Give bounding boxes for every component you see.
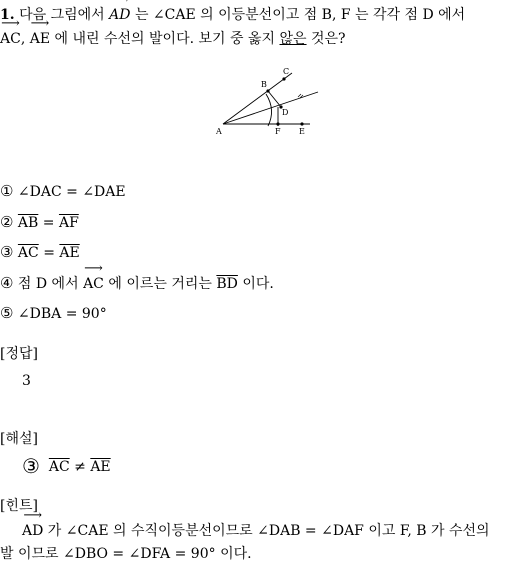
choice-number: ④ (0, 274, 14, 292)
question-text: 는 ∠CAE 의 이등분선이고 점 B, F 는 각각 점 D 에서 (134, 7, 466, 23)
choice-5 (0, 304, 107, 323)
question-text: 에 내린 수선의 발이다. 보기 중 옳지 (54, 31, 276, 47)
answer-value: 3 (22, 373, 31, 389)
ray-ac: ⟶ AC (83, 275, 104, 293)
segment-ae: $\overline{AE}$ (90, 459, 111, 475)
choice-text: ∠DBA = 90° (17, 306, 107, 322)
choice-1 (0, 182, 126, 201)
underlined-word: 않은 (279, 31, 307, 47)
not-equal: ≠ (74, 459, 86, 475)
question-text: 다음 그림에서 (19, 7, 105, 23)
ray-ad: ⟶ AD (22, 522, 43, 540)
segment-ac: $\overline{AC}$ (48, 459, 70, 475)
label-f: F (275, 127, 281, 136)
label-b: B (261, 80, 267, 89)
choice-text: 에 이르는 거리는 (108, 276, 212, 292)
choice-text: 점 D 에서 (17, 276, 79, 292)
point-c (282, 77, 285, 80)
segment-bd: $\overline{BD}$ (216, 276, 238, 292)
choice-number: ⑤ (0, 304, 14, 322)
segment-ac: $\overline{AC}$ (17, 245, 39, 261)
equals: = (43, 245, 55, 261)
hint-header: [힌트] (0, 498, 38, 514)
segment-ae: $\overline{AE}$ (59, 245, 80, 261)
ray-ad: ⟶ AD (109, 6, 130, 24)
perp-db (268, 91, 281, 107)
choice-2 (0, 213, 79, 232)
hint-text: 가 ∠CAE 의 수직이등분선이므로 ∠DAB = ∠DAF 이고 F, B 가 수선의 (47, 523, 490, 539)
segment-ab: $\overline{AB}$ (17, 215, 39, 231)
explanation-number: ③ (22, 454, 40, 478)
explanation-body (22, 456, 111, 476)
choice-number: ② (0, 213, 14, 231)
ray-ac: ⟶ AC (0, 30, 21, 48)
choice-text: ∠DAC = ∠DAE (17, 184, 126, 200)
point-f (276, 122, 279, 125)
comma: , (20, 31, 26, 47)
geometry-figure (210, 64, 330, 140)
label-c: C (283, 67, 290, 76)
choice-text: 이다. (242, 276, 274, 292)
label-a: A (216, 127, 222, 136)
hint-line-2: 발 이므로 ∠DBO = ∠DFA = 90° 이다. (0, 546, 252, 562)
answer-header: [정답] (0, 346, 38, 362)
hint-line-1 (22, 522, 490, 540)
label-d: D (282, 108, 289, 117)
choice-4 (0, 274, 274, 293)
angle-arc (266, 94, 272, 126)
point-e (300, 122, 303, 125)
question-text: 것은? (311, 31, 346, 47)
choice-3 (0, 243, 80, 262)
choice-number: ① (0, 182, 14, 200)
label-e: E (299, 127, 305, 136)
question-line-2 (0, 30, 346, 48)
segment-af: $\overline{AF}$ (58, 215, 79, 231)
explanation-header: [해설] (0, 431, 38, 447)
choice-number: ③ (0, 243, 14, 261)
question-line-1 (0, 6, 465, 24)
question-number: 1. (0, 7, 15, 23)
ray-ae: ⟶ AE (30, 30, 50, 48)
equals: = (42, 215, 55, 231)
point-b (266, 89, 269, 92)
